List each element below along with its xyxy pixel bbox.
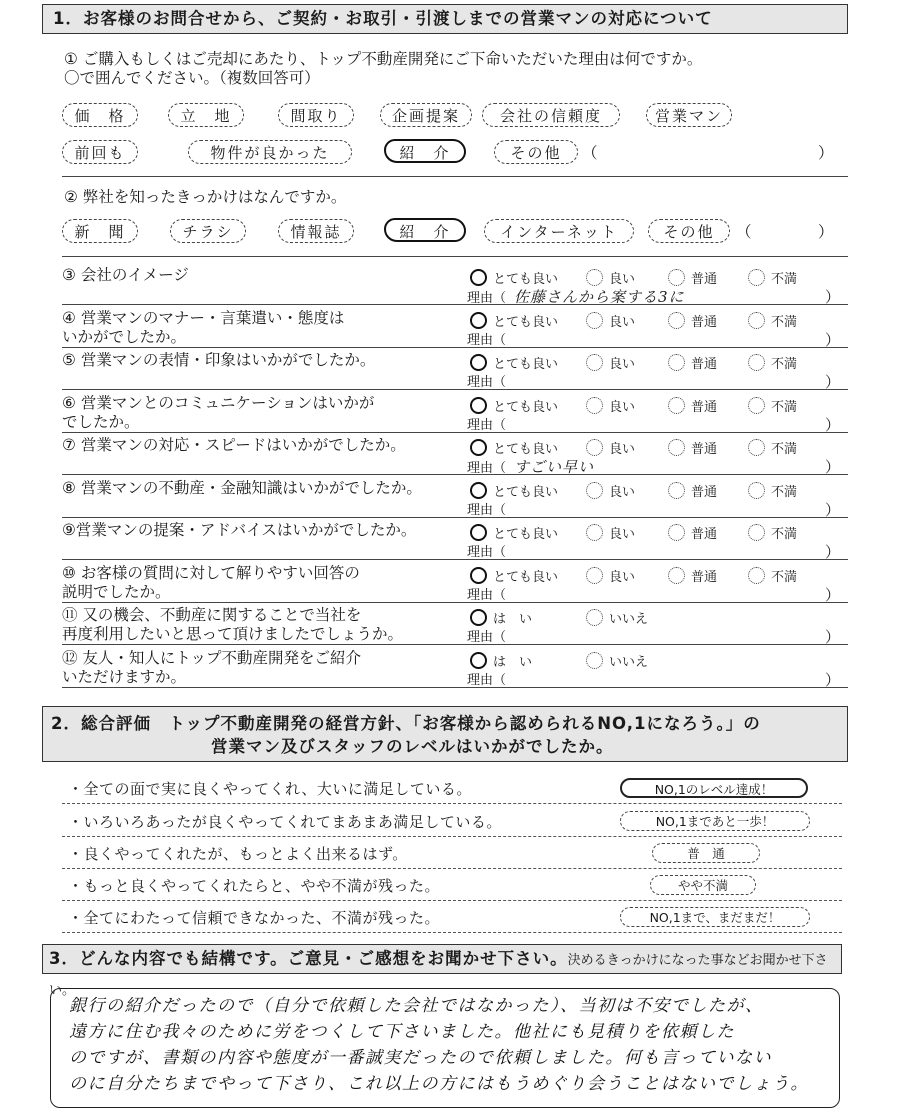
- radio-circle-icon: [668, 524, 685, 541]
- reason-field[interactable]: [467, 329, 506, 348]
- rating-option-r2[interactable]: [586, 481, 635, 500]
- radio-circle-icon: [586, 439, 603, 456]
- rating-option-label: 不満: [771, 400, 798, 415]
- reason-field[interactable]: [467, 414, 506, 433]
- q2-option-newspaper[interactable]: 新 聞: [62, 219, 138, 243]
- rating-option-r3[interactable]: [668, 396, 717, 415]
- rating-option-r3[interactable]: [668, 311, 717, 330]
- rating-option-label: 良い: [609, 485, 636, 500]
- q2-option-other[interactable]: その他: [648, 219, 730, 243]
- radio-circle-icon: [586, 269, 603, 286]
- reason-field[interactable]: [467, 626, 506, 645]
- rating-question-text: ⑧ 営業マンの不動産・金融知識はいかがでしたか。: [62, 479, 422, 497]
- eval-row-2: [62, 806, 842, 836]
- divider: [62, 687, 848, 688]
- q1-other-paren-open: （: [582, 144, 598, 162]
- dashed-divider: [62, 868, 842, 869]
- rating-option-label: 普通: [691, 357, 718, 372]
- rating-option-r2[interactable]: [586, 353, 635, 372]
- rating-option-no[interactable]: [586, 651, 648, 670]
- rating-question-text: ③ 会社のイメージ: [62, 266, 189, 284]
- q2-option-magazine[interactable]: 情報誌: [278, 219, 354, 243]
- reason-paren-close: ）: [824, 331, 840, 349]
- radio-circle-icon: [470, 439, 487, 456]
- rating-question-text: ⑨営業マンの提案・アドバイスはいかがでしたか。: [62, 521, 417, 539]
- eval-row-text: ・もっと良くやってくれたらと、やや不満が残った。: [68, 877, 441, 895]
- comment-box[interactable]: [50, 988, 840, 1108]
- radio-circle-icon: [668, 567, 685, 584]
- rating-question-text: ⑫ 友人・知人にトップ不動産開発をご紹介 いただけますか。: [62, 649, 361, 686]
- rating-option-r4[interactable]: [748, 481, 797, 500]
- eval-option-far-from-no1[interactable]: NO,1まで、まだまだ！: [620, 907, 810, 927]
- rating-row-3: [62, 262, 842, 304]
- rating-option-r1[interactable]: [470, 523, 558, 542]
- rating-option-label: とても良い: [493, 570, 559, 585]
- rating-option-yes[interactable]: [470, 651, 532, 670]
- q2-option-referral[interactable]: 紹 介: [384, 218, 466, 242]
- radio-circle-icon: [586, 567, 603, 584]
- radio-circle-icon: [470, 354, 487, 371]
- dashed-divider: [62, 836, 842, 837]
- rating-option-label: 良い: [609, 570, 636, 585]
- radio-circle-icon: [668, 312, 685, 329]
- radio-circle-icon: [470, 567, 487, 584]
- q2-other-paren-close: ）: [818, 223, 834, 241]
- q1-option-trust[interactable]: 会社の信頼度: [482, 103, 620, 127]
- rating-row-6: [62, 390, 842, 432]
- reason-paren-close: ）: [824, 288, 840, 306]
- radio-circle-icon: [668, 482, 685, 499]
- rating-question-text: ⑥ 営業マンとのコミュニケーションはいかが でしたか。: [62, 394, 375, 431]
- rating-option-label: 普通: [691, 570, 718, 585]
- radio-circle-icon: [748, 397, 765, 414]
- q2-question: ② 弊社を知ったきっかけはなんですか。: [64, 188, 347, 206]
- reason-field[interactable]: [467, 584, 506, 603]
- rating-option-label: 良い: [609, 527, 636, 542]
- rating-question-text: ④ 営業マンのマナー・言葉遣い・態度は いかがでしたか。: [62, 309, 345, 346]
- q1-option-floorplan[interactable]: 間取り: [278, 103, 354, 127]
- q1-option-planning[interactable]: 企画提案: [380, 103, 472, 127]
- rating-option-label: 不満: [771, 272, 798, 287]
- divider: [62, 256, 848, 257]
- reason-label: 理由（: [467, 291, 507, 306]
- rating-row-11: [62, 602, 842, 644]
- rating-option-label: 不満: [771, 527, 798, 542]
- reason-value: すごい早い: [514, 458, 595, 476]
- rating-option-label: は い: [493, 655, 533, 670]
- rating-option-label: 良い: [609, 400, 636, 415]
- rating-row-10: [62, 560, 842, 602]
- reason-paren-close: ）: [824, 671, 840, 689]
- rating-option-r3[interactable]: [668, 566, 717, 585]
- q1-option-good-property[interactable]: 物件が良かった: [188, 140, 352, 164]
- rating-option-r4[interactable]: [748, 566, 797, 585]
- rating-option-r3[interactable]: [668, 438, 717, 457]
- reason-paren-close: ）: [824, 416, 840, 434]
- radio-circle-icon: [748, 312, 765, 329]
- rating-question-text: ⑦ 営業マンの対応・スピードはいかがでしたか。: [62, 436, 406, 454]
- radio-circle-icon: [470, 652, 487, 669]
- rating-option-label: 良い: [609, 315, 636, 330]
- section3-header: [42, 944, 842, 998]
- rating-option-r1[interactable]: [470, 566, 558, 585]
- rating-question-text: ⑪ 又の機会、不動産に関することで当社を 再度利用したいと思って頂けましたでしょうか。: [62, 606, 404, 643]
- radio-circle-icon: [586, 524, 603, 541]
- radio-circle-icon: [470, 524, 487, 541]
- rating-option-label: 不満: [771, 315, 798, 330]
- rating-row-12: [62, 645, 842, 687]
- eval-row-text: ・いろいろあったが良くやってくれてまあまあ満足している。: [68, 813, 502, 831]
- rating-option-r4[interactable]: [748, 311, 797, 330]
- rating-option-label: とても良い: [493, 357, 559, 372]
- rating-option-r3[interactable]: [668, 353, 717, 372]
- eval-row-text: ・全ての面で実に良くやってくれ、大いに満足している。: [68, 780, 472, 798]
- q1-option-location[interactable]: 立 地: [168, 103, 244, 127]
- reason-label: 理由（: [467, 418, 507, 433]
- reason-paren-close: ）: [824, 501, 840, 519]
- q2-other-paren-open: （: [736, 223, 752, 241]
- reason-label: 理由（: [467, 461, 507, 476]
- radio-circle-icon: [586, 397, 603, 414]
- radio-circle-icon: [668, 439, 685, 456]
- radio-circle-icon: [586, 609, 603, 626]
- radio-circle-icon: [748, 439, 765, 456]
- reason-label: 理由（: [467, 630, 507, 645]
- reason-label: 理由（: [467, 588, 507, 603]
- reason-paren-close: ）: [824, 458, 840, 476]
- radio-circle-icon: [470, 269, 487, 286]
- rating-option-r2[interactable]: [586, 566, 635, 585]
- rating-option-label: 良い: [609, 272, 636, 287]
- eval-row-text: ・良くやってくれたが、もっとよく出来るはず。: [68, 845, 408, 863]
- reason-paren-close: ）: [824, 586, 840, 604]
- rating-option-label: は い: [493, 612, 533, 627]
- q1-option-other[interactable]: その他: [494, 140, 578, 164]
- radio-circle-icon: [668, 269, 685, 286]
- reason-paren-close: ）: [824, 543, 840, 561]
- rating-option-label: 不満: [771, 485, 798, 500]
- rating-option-yes[interactable]: [470, 608, 532, 627]
- rating-row-8: [62, 475, 842, 517]
- radio-circle-icon: [748, 482, 765, 499]
- eval-row-5: [62, 902, 842, 932]
- radio-circle-icon: [748, 567, 765, 584]
- reason-label: 理由（: [467, 333, 507, 348]
- radio-circle-icon: [470, 312, 487, 329]
- rating-option-r1[interactable]: [470, 268, 558, 287]
- rating-option-label: とても良い: [493, 527, 559, 542]
- q1-option-previous[interactable]: 前回も: [62, 140, 138, 164]
- dashed-divider: [62, 803, 842, 804]
- dashed-divider: [62, 932, 842, 933]
- q2-option-flyer[interactable]: チラシ: [170, 219, 246, 243]
- rating-option-label: 普通: [691, 527, 718, 542]
- rating-option-label: とても良い: [493, 485, 559, 500]
- q1-question: ① ご購入もしくはご売却にあたり、トップ不動産開発にご下命いただいた理由は何ですか。 〇で囲んでください。（複数回答可）: [64, 50, 703, 87]
- eval-row-text: ・全てにわたって信頼できなかった、不満が残った。: [68, 909, 441, 927]
- rating-option-r4[interactable]: [748, 353, 797, 372]
- eval-row-4: [62, 870, 842, 900]
- rating-option-label: いいえ: [609, 612, 649, 627]
- radio-circle-icon: [586, 354, 603, 371]
- rating-option-label: 普通: [691, 442, 718, 457]
- rating-option-label: 普通: [691, 400, 718, 415]
- dashed-divider: [62, 900, 842, 901]
- eval-row-3: [62, 838, 842, 868]
- section3-subtitle: 決めるきっかけになった事などお聞かせ下さい。: [49, 953, 828, 998]
- comment-line-2: 遠方に住む我々のために労をつくして下さいました。他社にも見積りを依頼した: [69, 1022, 735, 1042]
- section3-title: 3．どんな内容でも結構です。ご意見・ご感想をお聞かせ下さい。: [49, 949, 568, 968]
- radio-circle-icon: [470, 482, 487, 499]
- eval-option-no1-achieved[interactable]: NO,1のレベル達成！: [620, 778, 808, 798]
- rating-row-5: [62, 347, 842, 389]
- rating-option-r1[interactable]: [470, 353, 558, 372]
- q1-option-referral[interactable]: 紹 介: [384, 139, 466, 163]
- radio-circle-icon: [668, 397, 685, 414]
- rating-option-r1[interactable]: [470, 438, 558, 457]
- eval-option-one-step[interactable]: NO,1まであと一歩！: [620, 811, 810, 831]
- radio-circle-icon: [586, 482, 603, 499]
- rating-row-7: [62, 432, 842, 474]
- comment-line-3: のですが、書類の内容や態度が一番誠実だったので依頼しました。何も言っていない: [69, 1048, 772, 1068]
- divider: [62, 176, 848, 177]
- rating-option-label: 普通: [691, 315, 718, 330]
- radio-circle-icon: [586, 652, 603, 669]
- comment-line-1: 銀行の紹介だったので（自分で依頼した会社ではなかった）、当初は不安でしたが、: [69, 996, 764, 1016]
- radio-circle-icon: [470, 397, 487, 414]
- radio-circle-icon: [748, 524, 765, 541]
- rating-option-label: いいえ: [609, 655, 649, 670]
- rating-option-r2[interactable]: [586, 311, 635, 330]
- rating-option-r4[interactable]: [748, 268, 797, 287]
- rating-option-label: とても良い: [493, 400, 559, 415]
- rating-option-r2[interactable]: [586, 438, 635, 457]
- reason-paren-close: ）: [824, 628, 840, 646]
- rating-option-r2[interactable]: [586, 523, 635, 542]
- radio-circle-icon: [748, 269, 765, 286]
- eval-row-1: [62, 773, 842, 803]
- rating-option-no[interactable]: [586, 608, 648, 627]
- reason-field[interactable]: [467, 499, 506, 518]
- rating-option-r3[interactable]: [668, 481, 717, 500]
- rating-option-r3[interactable]: [668, 523, 717, 542]
- radio-circle-icon: [748, 354, 765, 371]
- reason-label: 理由（: [467, 673, 507, 688]
- reason-label: 理由（: [467, 503, 507, 518]
- reason-field[interactable]: [467, 371, 506, 390]
- section1-title: 1．お客様のお問合せから、ご契約・お取引・引渡しまでの営業マンの対応について: [53, 9, 713, 28]
- section1-header: [42, 4, 848, 34]
- q1-other-paren-close: ）: [818, 144, 834, 162]
- rating-option-label: とても良い: [493, 272, 559, 287]
- eval-option-normal[interactable]: 普 通: [652, 843, 760, 863]
- comment-line-4: のに自分たちまでやって下さり、これ以上の方にはもうめぐり会うことはないでしょう。: [69, 1074, 809, 1094]
- rating-row-9: [62, 517, 842, 559]
- radio-circle-icon: [470, 609, 487, 626]
- rating-option-r2[interactable]: [586, 396, 635, 415]
- rating-option-label: 普通: [691, 272, 718, 287]
- reason-label: 理由（: [467, 375, 507, 390]
- reason-paren-close: ）: [824, 373, 840, 391]
- rating-option-label: 普通: [691, 485, 718, 500]
- rating-option-r3[interactable]: [668, 268, 717, 287]
- q1-option-price[interactable]: 価 格: [62, 103, 138, 127]
- rating-option-label: 不満: [771, 570, 798, 585]
- section2-title-line2: 営業マン及びスタッフのレベルはいかがでしたか。: [211, 737, 614, 756]
- radio-circle-icon: [668, 354, 685, 371]
- reason-label: 理由（: [467, 545, 507, 560]
- section2-header: [42, 706, 848, 762]
- rating-option-label: 良い: [609, 357, 636, 372]
- rating-option-r2[interactable]: [586, 268, 635, 287]
- section2-title-line1: 2．総合評価 トップ不動産開発の経営方針、「お客様から認められるNO,1になろう。」の: [51, 714, 761, 733]
- reason-field[interactable]: [467, 669, 506, 688]
- radio-circle-icon: [586, 312, 603, 329]
- rating-option-r4[interactable]: [748, 523, 797, 542]
- rating-option-r1[interactable]: [470, 311, 558, 330]
- rating-option-label: 良い: [609, 442, 636, 457]
- rating-option-r1[interactable]: [470, 396, 558, 415]
- reason-field[interactable]: [467, 541, 506, 560]
- q1-option-salesperson[interactable]: 営業マン: [646, 103, 732, 127]
- reason-value: 佐藤さんから案する3に: [514, 288, 685, 306]
- rating-row-4: [62, 305, 842, 347]
- rating-option-r4[interactable]: [748, 396, 797, 415]
- rating-option-label: とても良い: [493, 315, 559, 330]
- q2-option-internet[interactable]: インターネット: [484, 219, 634, 243]
- rating-question-text: ⑩ お客様の質問に対して解りやすい回答の 説明でしたか。: [62, 564, 360, 601]
- rating-option-label: とても良い: [493, 442, 559, 457]
- eval-option-slightly-unsatisfied[interactable]: やや不満: [650, 875, 756, 895]
- rating-option-label: 不満: [771, 357, 798, 372]
- rating-question-text: ⑤ 営業マンの表情・印象はいかがでしたか。: [62, 351, 376, 369]
- rating-option-label: 不満: [771, 442, 798, 457]
- rating-option-r1[interactable]: [470, 481, 558, 500]
- rating-option-r4[interactable]: [748, 438, 797, 457]
